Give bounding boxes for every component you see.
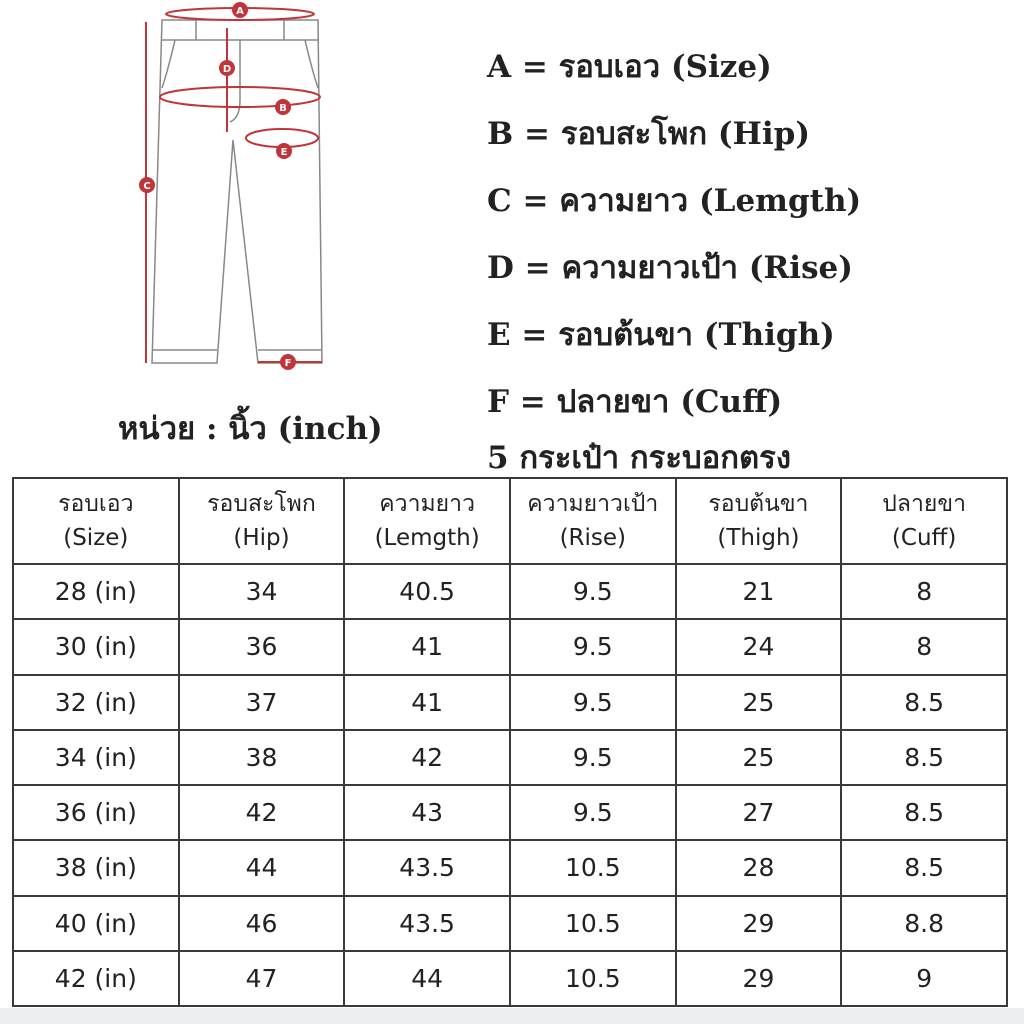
cell-length: 41	[344, 619, 510, 674]
header-hip-en: (Hip)	[233, 525, 290, 551]
cell-cuff: 8.5	[841, 730, 1007, 785]
header-size	[13, 478, 179, 564]
table-row	[13, 785, 1007, 840]
legend-item-e: E = รอบต้นขา (Thigh)	[487, 317, 835, 353]
cell-rise: 10.5	[510, 896, 676, 951]
cell-length: 43.5	[344, 840, 510, 895]
cell-size: 38 (in)	[13, 840, 179, 895]
table-row	[13, 619, 1007, 674]
legend-item-b: B = รอบสะโพก (Hip)	[487, 116, 811, 152]
cell-length: 43	[344, 785, 510, 840]
pocket-style-note: 5 กระเป๋า กระบอกตรง	[487, 440, 791, 476]
cell-size: 30 (in)	[13, 619, 179, 674]
table-row	[13, 730, 1007, 785]
header-cuff-en: (Cuff)	[891, 525, 957, 551]
unit-label: หน่วย : นิ้ว (inch)	[118, 411, 383, 447]
table-header-row	[13, 478, 1007, 564]
cell-hip: 46	[179, 896, 345, 951]
measurement-legend	[487, 42, 861, 444]
cell-cuff: 8.5	[841, 675, 1007, 730]
cell-size: 34 (in)	[13, 730, 179, 785]
cell-hip: 44	[179, 840, 345, 895]
cell-cuff: 8.8	[841, 896, 1007, 951]
header-rise-en: (Rise)	[559, 525, 627, 551]
legend-item-c: C = ความยาว (Lemgth)	[487, 183, 862, 219]
table-row	[13, 840, 1007, 895]
cell-thigh: 27	[676, 785, 842, 840]
cell-length: 41	[344, 675, 510, 730]
marker-e-label: E	[280, 147, 288, 158]
header-hip-th: รอบสะโพก	[207, 491, 316, 517]
cell-hip: 37	[179, 675, 345, 730]
cell-size: 42 (in)	[13, 951, 179, 1006]
header-thigh	[676, 478, 842, 564]
header-length-en: (Lemgth)	[374, 525, 480, 551]
header-size-en: (Size)	[63, 525, 129, 551]
marker-a-label: A	[236, 6, 244, 17]
cell-thigh: 25	[676, 730, 842, 785]
header-thigh-th: รอบต้นขา	[708, 491, 809, 517]
legend-item-f: F = ปลายขา (Cuff)	[487, 384, 783, 420]
table-row	[13, 896, 1007, 951]
cell-size: 36 (in)	[13, 785, 179, 840]
cell-size: 28 (in)	[13, 564, 179, 619]
bottom-band	[0, 1008, 1024, 1024]
marker-d-label: D	[222, 64, 232, 75]
header-length	[344, 478, 510, 564]
table-row	[13, 675, 1007, 730]
header-thigh-en: (Thigh)	[717, 525, 800, 551]
legend-item-d: D = ความยาวเป้า (Rise)	[487, 250, 853, 286]
cell-cuff: 8	[841, 564, 1007, 619]
header-cuff	[841, 478, 1007, 564]
cell-hip: 47	[179, 951, 345, 1006]
cell-thigh: 25	[676, 675, 842, 730]
cell-thigh: 29	[676, 896, 842, 951]
cell-thigh: 21	[676, 564, 842, 619]
cell-length: 44	[344, 951, 510, 1006]
cell-hip: 36	[179, 619, 345, 674]
cell-rise: 9.5	[510, 564, 676, 619]
header-rise-th: ความยาวเป้า	[527, 491, 659, 517]
cell-cuff: 8	[841, 619, 1007, 674]
header-length-th: ความยาว	[379, 491, 475, 517]
table-row	[13, 564, 1007, 619]
size-chart-table	[12, 477, 1008, 1007]
header-hip	[179, 478, 345, 564]
cell-hip: 42	[179, 785, 345, 840]
cell-hip: 34	[179, 564, 345, 619]
cell-length: 43.5	[344, 896, 510, 951]
cell-thigh: 28	[676, 840, 842, 895]
pants-outline	[152, 20, 322, 363]
cell-thigh: 24	[676, 619, 842, 674]
legend-item-a: A = รอบเอว (Size)	[487, 49, 772, 85]
cell-length: 40.5	[344, 564, 510, 619]
cell-rise: 10.5	[510, 840, 676, 895]
cell-rise: 9.5	[510, 675, 676, 730]
cell-thigh: 29	[676, 951, 842, 1006]
cell-rise: 9.5	[510, 730, 676, 785]
cell-rise: 10.5	[510, 951, 676, 1006]
marker-b-label: B	[279, 103, 287, 114]
cell-hip: 38	[179, 730, 345, 785]
table-row	[13, 951, 1007, 1006]
header-rise	[510, 478, 676, 564]
cell-length: 42	[344, 730, 510, 785]
measurement-guides	[146, 8, 322, 363]
cell-rise: 9.5	[510, 785, 676, 840]
header-cuff-th: ปลายขา	[882, 491, 966, 517]
cell-cuff: 8.5	[841, 785, 1007, 840]
cell-cuff: 9	[841, 951, 1007, 1006]
marker-c-label: C	[143, 181, 151, 192]
measurement-markers	[139, 2, 296, 370]
cell-rise: 9.5	[510, 619, 676, 674]
marker-f-label: F	[284, 358, 292, 369]
cell-cuff: 8.5	[841, 840, 1007, 895]
cell-size: 40 (in)	[13, 896, 179, 951]
header-size-th: รอบเอว	[58, 491, 134, 517]
cell-size: 32 (in)	[13, 675, 179, 730]
pants-measurement-diagram	[130, 0, 340, 380]
